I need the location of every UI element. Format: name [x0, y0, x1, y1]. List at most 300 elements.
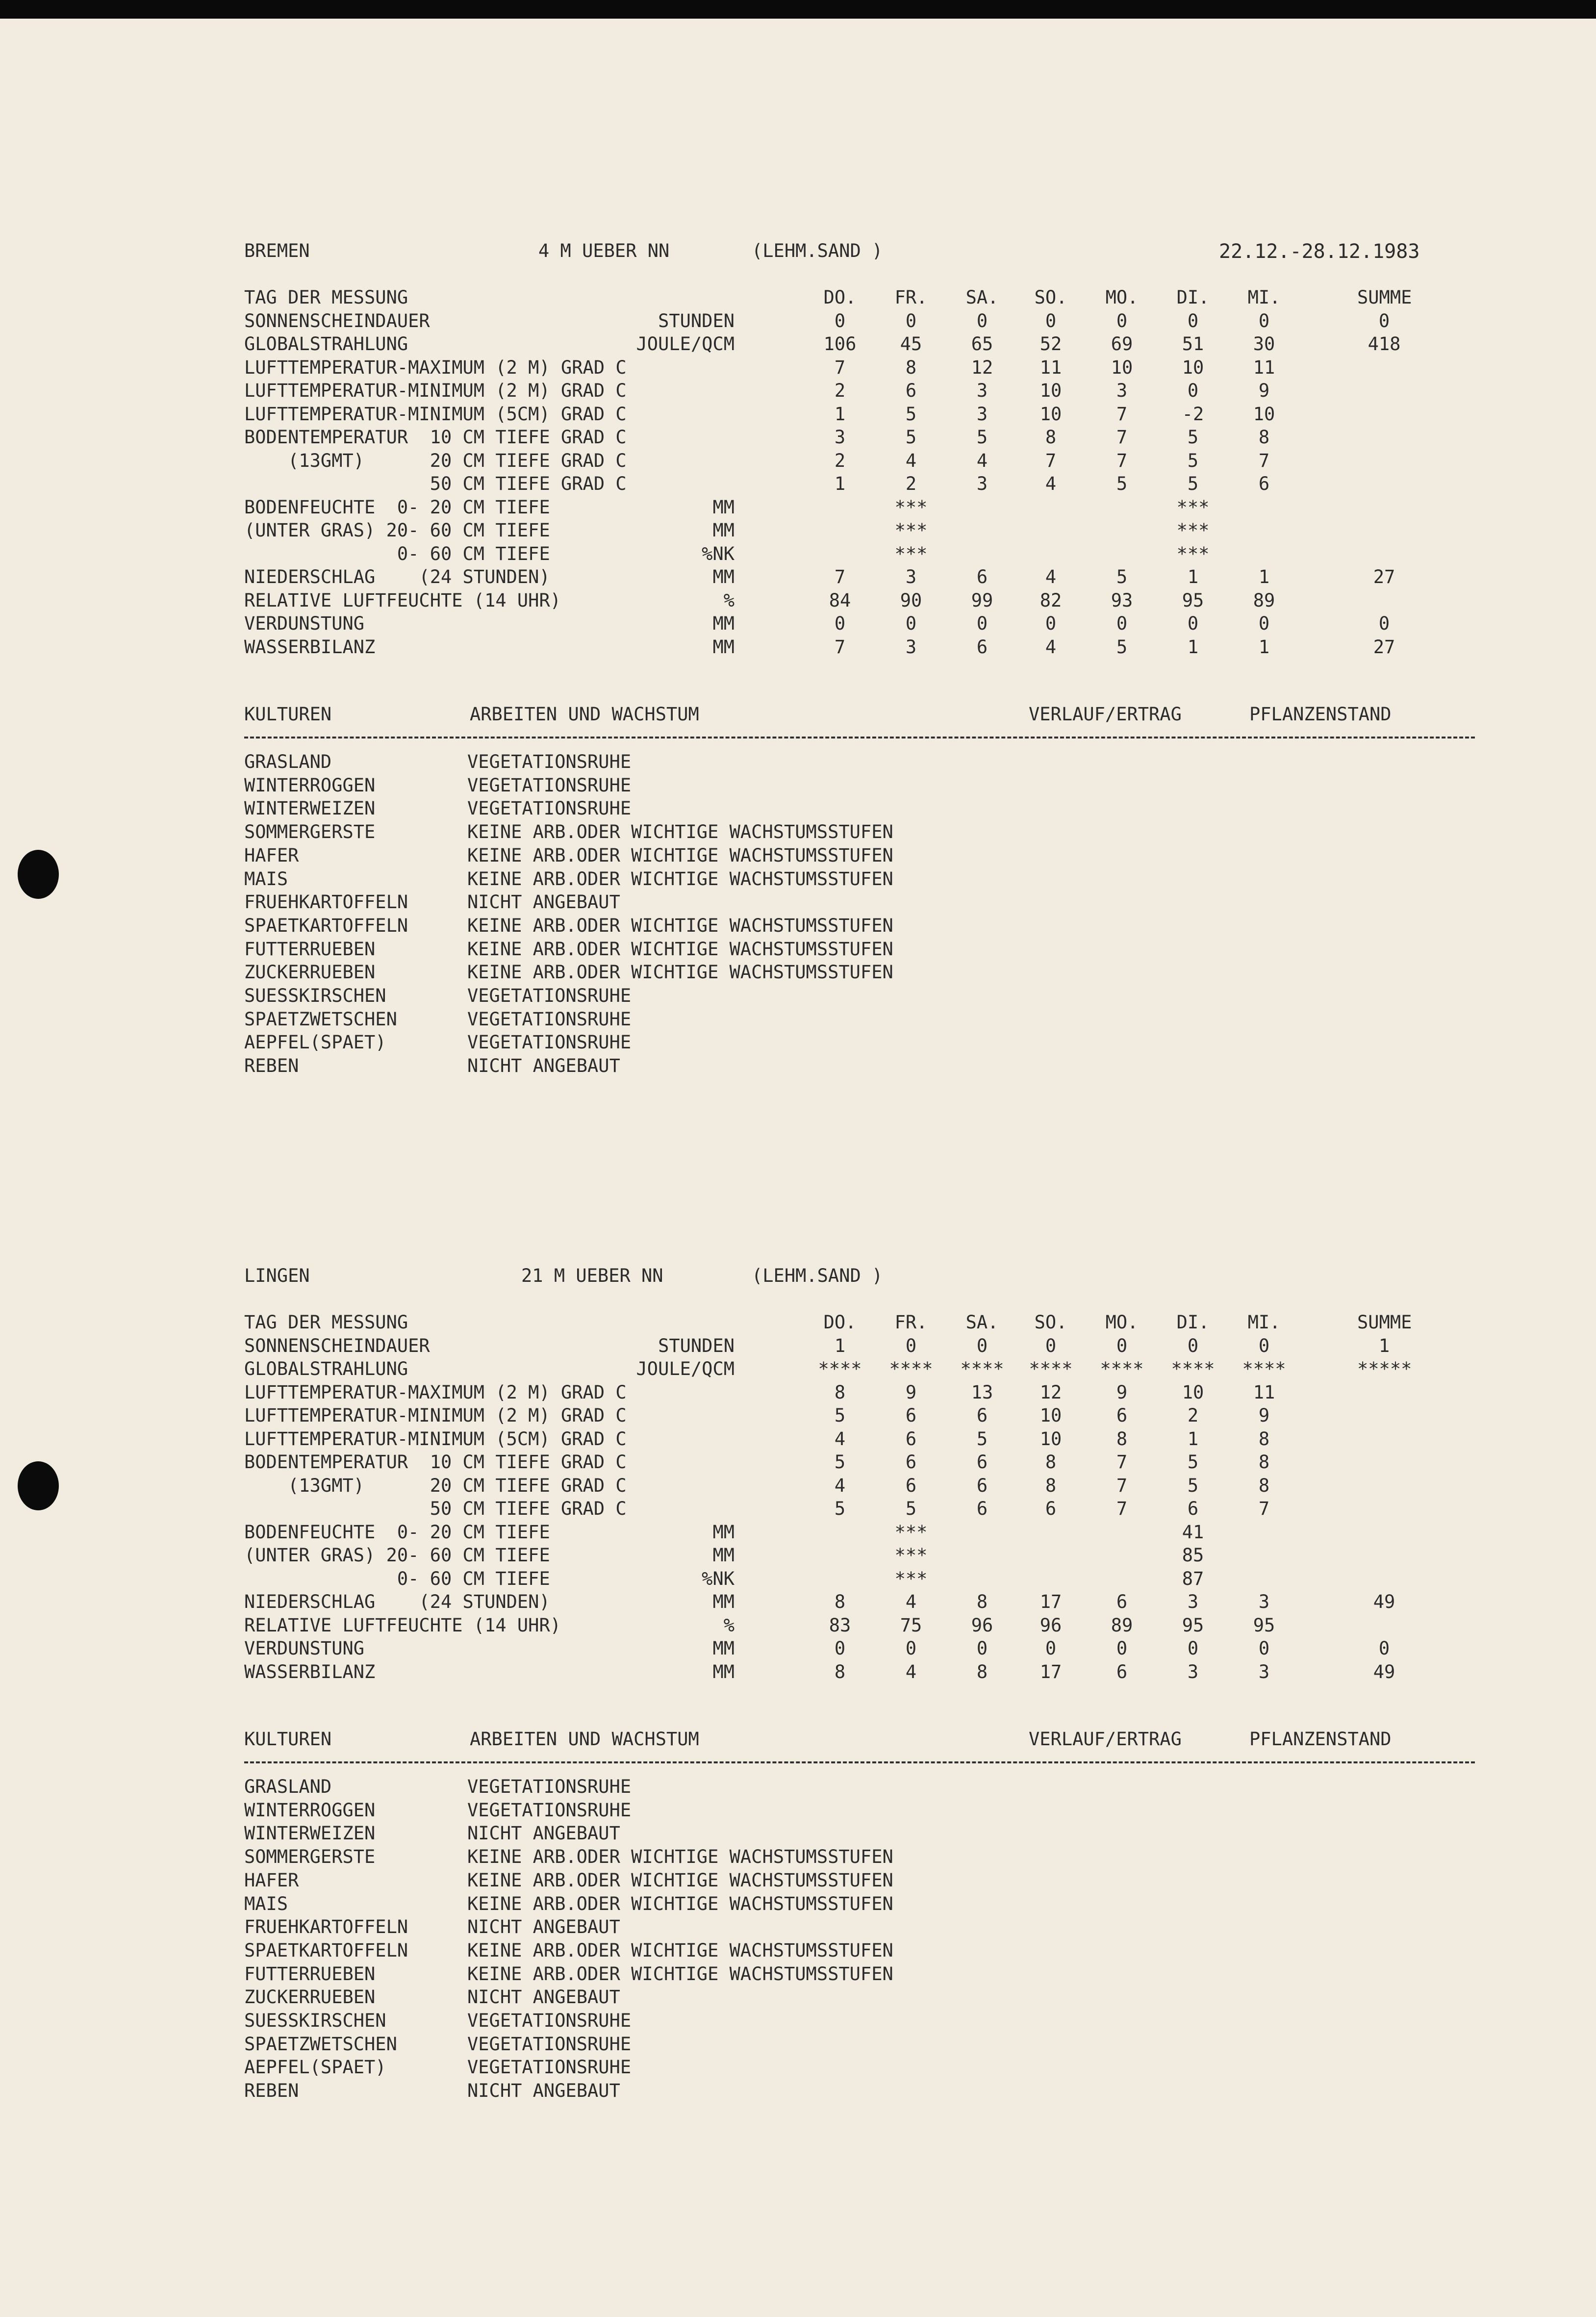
table-cell: 0: [1187, 380, 1199, 401]
table-cell: 1: [1258, 636, 1270, 658]
table-cell: 0: [834, 1638, 846, 1659]
crop-row: [244, 1986, 1421, 2010]
sum-header: SUMME: [1357, 287, 1412, 308]
crops-col-arbeiten: ARBEITEN UND WACHSTUM: [470, 1729, 699, 1750]
crops-col-kulturen: KULTUREN: [244, 704, 332, 725]
table-cell: 2: [1187, 1405, 1199, 1426]
day-header: SA.: [965, 287, 999, 308]
row-sum: 27: [1373, 566, 1395, 587]
table-row: [244, 497, 1480, 520]
row-label: 50 CM TIEFE GRAD C: [244, 473, 627, 494]
crop-name: WINTERWEIZEN: [244, 1823, 376, 1844]
crop-status: KEINE ARB.ODER WICHTIGE WACHSTUMSSTUFEN: [467, 915, 893, 936]
row-unit: MM: [712, 613, 735, 634]
table-cell: 10: [1182, 356, 1204, 378]
table-cell: 7: [834, 356, 846, 378]
table-cell: 6: [1116, 1591, 1128, 1612]
table-cell: 3: [976, 473, 988, 494]
table-row: [244, 1638, 1480, 1661]
table-cell: 5: [1187, 427, 1199, 448]
table-cell: 0: [905, 310, 917, 331]
table-cell: 1: [834, 1335, 846, 1356]
row-label: GLOBALSTRAHLUNG: [244, 333, 408, 355]
crop-name: WINTERROGGEN: [244, 1799, 376, 1821]
table-cell: 12: [1039, 1381, 1062, 1403]
table-cell: 3: [1116, 380, 1128, 401]
crops-col-pflanzenstand: PFLANZENSTAND: [1249, 704, 1392, 725]
table-cell: 6: [976, 566, 988, 587]
table-cell: 6: [905, 1428, 917, 1450]
table-cell: 7: [834, 636, 846, 658]
table-cell: 8: [1116, 1428, 1128, 1450]
day-header: DI.: [1176, 287, 1210, 308]
table-cell: 6: [905, 1451, 917, 1473]
crop-name: SUESSKIRSCHEN: [244, 985, 386, 1006]
table-cell: 0: [1187, 1638, 1199, 1659]
row-unit: MM: [712, 496, 735, 518]
table-cell: 5: [1116, 636, 1128, 658]
table-cell: ***: [894, 496, 928, 518]
table-cell: 6: [1258, 473, 1270, 494]
table-cell: 90: [900, 589, 922, 611]
table-cell: 3: [976, 403, 988, 425]
table-cell: ***: [894, 1545, 928, 1566]
row-label: VERDUNSTUNG: [244, 1638, 365, 1659]
table-cell: 13: [971, 1381, 993, 1403]
row-label: 0- 60 CM TIEFE: [244, 543, 550, 564]
row-label: LUFTTEMPERATUR-MINIMUM (2 M) GRAD C: [244, 380, 627, 401]
crops-col-verlauf: VERLAUF/ERTRAG: [1029, 1729, 1182, 1750]
row-label: WASSERBILANZ: [244, 636, 376, 658]
station-altitude: 21 M UEBER NN: [521, 1265, 663, 1286]
row-sum: 0: [1378, 310, 1390, 331]
row-label: RELATIVE LUFTFEUCHTE (14 UHR): [244, 1614, 561, 1636]
table-row: [244, 613, 1480, 637]
row-label: BODENTEMPERATUR 10 CM TIEFE GRAD C: [244, 1451, 627, 1473]
crop-row: [244, 962, 1421, 985]
crop-status: NICHT ANGEBAUT: [467, 1986, 620, 2008]
table-row: [244, 1428, 1480, 1452]
table-cell: 8: [1258, 427, 1270, 448]
crop-name: REBEN: [244, 1055, 299, 1077]
table-cell: 0: [1258, 1335, 1270, 1356]
table-cell: 7: [1045, 450, 1057, 471]
crop-name: ZUCKERRUEBEN: [244, 1986, 376, 2008]
table-cell: 87: [1182, 1568, 1204, 1589]
table-row: [244, 1522, 1480, 1545]
crop-row: [244, 1870, 1421, 1893]
dashed-divider: [244, 1761, 1475, 1763]
table-row: [244, 1451, 1480, 1475]
table-cell: 3: [834, 427, 846, 448]
table-cell: 10: [1039, 1405, 1062, 1426]
table-cell: 9: [1258, 380, 1270, 401]
crop-name: SUESSKIRSCHEN: [244, 2010, 386, 2031]
table-cell: 83: [829, 1614, 851, 1636]
row-label: (UNTER GRAS) 20- 60 CM TIEFE: [244, 1545, 550, 1566]
crop-status: VEGETATIONSRUHE: [467, 985, 632, 1006]
table-cell: 1: [1187, 636, 1199, 658]
table-cell: ***: [894, 1521, 928, 1543]
table-cell: 89: [1253, 589, 1275, 611]
day-header: SA.: [965, 1312, 999, 1333]
table-cell: 0: [1187, 613, 1199, 634]
station-name: BREMEN: [244, 240, 310, 261]
table-cell: ***: [1176, 543, 1210, 564]
row-unit: JOULE/QCM: [636, 333, 735, 355]
table-cell: 5: [1187, 450, 1199, 471]
table-cell: 93: [1111, 589, 1133, 611]
table-row: [244, 1615, 1480, 1638]
day-header: SO.: [1034, 1312, 1067, 1333]
crop-name: SOMMERGERSTE: [244, 821, 376, 843]
table-cell: 65: [971, 333, 993, 355]
crop-status: VEGETATIONSRUHE: [467, 798, 632, 819]
day-header: SO.: [1034, 287, 1067, 308]
table-cell: 84: [829, 589, 851, 611]
table-cell: 5: [1187, 473, 1199, 494]
day-header: DI.: [1176, 1312, 1210, 1333]
station-soil: (LEHM.SAND ): [752, 1265, 883, 1286]
table-cell: 96: [971, 1614, 993, 1636]
table-cell: 2: [905, 473, 917, 494]
table-cell: 5: [905, 1498, 917, 1519]
table-cell: ****: [1100, 1358, 1144, 1379]
table-cell: 9: [905, 1381, 917, 1403]
table-cell: 95: [1182, 1614, 1204, 1636]
table-cell: ****: [1242, 1358, 1286, 1379]
row-unit: MM: [712, 1591, 735, 1612]
day-header: MI.: [1247, 1312, 1281, 1333]
table-cell: 7: [834, 566, 846, 587]
row-label: (13GMT) 20 CM TIEFE GRAD C: [244, 1475, 627, 1496]
table-cell: 8: [834, 1661, 846, 1682]
row-unit: MM: [712, 1545, 735, 1566]
row-label: 0- 60 CM TIEFE: [244, 1568, 550, 1589]
crop-row: [244, 1893, 1421, 1916]
table-row: [244, 543, 1480, 567]
table-cell: 8: [1045, 427, 1057, 448]
table-cell: 5: [976, 1428, 988, 1450]
table-cell: 6: [976, 636, 988, 658]
row-unit: STUNDEN: [658, 310, 735, 331]
table-row: [244, 1358, 1480, 1382]
row-label: (13GMT) 20 CM TIEFE GRAD C: [244, 450, 627, 471]
table-cell: 5: [1187, 1475, 1199, 1496]
table-cell: 0: [976, 310, 988, 331]
station-bremen: [244, 240, 1480, 1084]
row-sum: 49: [1373, 1591, 1395, 1612]
crop-status: KEINE ARB.ODER WICHTIGE WACHSTUMSSTUFEN: [467, 844, 893, 866]
table-row: [244, 310, 1480, 334]
table-cell: 1: [1258, 566, 1270, 587]
table-cell: 0: [1045, 1335, 1057, 1356]
row-sum: *****: [1357, 1358, 1412, 1379]
table-cell: 0: [1116, 310, 1128, 331]
table-cell: 7: [1116, 1451, 1128, 1473]
table-cell: 8: [1258, 1451, 1270, 1473]
table-cell: 0: [1258, 310, 1270, 331]
crop-row: [244, 1823, 1421, 1846]
table-cell: 4: [976, 450, 988, 471]
table-cell: 5: [1187, 1451, 1199, 1473]
crop-row: [244, 798, 1421, 821]
crop-row: [244, 939, 1421, 962]
table-cell: 4: [834, 1428, 846, 1450]
table-cell: 85: [1182, 1545, 1204, 1566]
table-cell: 0: [834, 310, 846, 331]
row-label: NIEDERSCHLAG (24 STUNDEN): [244, 1591, 550, 1612]
row-sum: 27: [1373, 636, 1395, 658]
table-cell: ****: [1171, 1358, 1215, 1379]
table-row: [244, 404, 1480, 427]
row-label: LUFTTEMPERATUR-MAXIMUM (2 M) GRAD C: [244, 1381, 627, 1403]
table-cell: 4: [1045, 473, 1057, 494]
table-row: [244, 473, 1480, 497]
crop-row: [244, 775, 1421, 798]
crop-name: GRASLAND: [244, 1776, 332, 1797]
table-cell: 3: [905, 636, 917, 658]
table-cell: 45: [900, 333, 922, 355]
table-cell: 3: [1187, 1661, 1199, 1682]
row-label: WASSERBILANZ: [244, 1661, 376, 1682]
table-cell: 17: [1039, 1591, 1062, 1612]
row-label: BODENFEUCHTE 0- 20 CM TIEFE: [244, 1521, 550, 1543]
table-cell: ***: [894, 543, 928, 564]
row-sum: 1: [1378, 1335, 1390, 1356]
station-period: 22.12.-28.12.1983: [1219, 240, 1420, 263]
table-cell: 5: [834, 1498, 846, 1519]
table-cell: 8: [905, 356, 917, 378]
crop-row: [244, 1846, 1421, 1869]
table-cell: 3: [1258, 1661, 1270, 1682]
dashed-divider: [244, 737, 1475, 738]
crop-row: [244, 1800, 1421, 1823]
table-cell: 4: [905, 1661, 917, 1682]
row-unit: MM: [712, 520, 735, 541]
table-cell: 0: [905, 613, 917, 634]
crop-row: [244, 1940, 1421, 1963]
table-cell: 7: [1116, 1475, 1128, 1496]
row-sum: 0: [1378, 1638, 1390, 1659]
row-label: (UNTER GRAS) 20- 60 CM TIEFE: [244, 520, 550, 541]
table-cell: 1: [834, 473, 846, 494]
table-cell: 5: [976, 427, 988, 448]
table-cell: 3: [976, 380, 988, 401]
header-label: TAG DER MESSUNG: [244, 1312, 408, 1333]
table-cell: 9: [1258, 1405, 1270, 1426]
table-header-row: [244, 287, 1480, 310]
crop-name: FUTTERRUEBEN: [244, 1963, 376, 1985]
table-cell: 0: [1258, 1638, 1270, 1659]
table-cell: 6: [1116, 1405, 1128, 1426]
table-cell: 0: [976, 613, 988, 634]
table-cell: ***: [894, 520, 928, 541]
table-cell: 6: [976, 1451, 988, 1473]
table-cell: 0: [976, 1638, 988, 1659]
table-cell: 4: [905, 1591, 917, 1612]
crop-status: KEINE ARB.ODER WICHTIGE WACHSTUMSSTUFEN: [467, 938, 893, 960]
crop-status: VEGETATIONSRUHE: [467, 1776, 632, 1797]
crop-name: REBEN: [244, 2080, 299, 2102]
table-cell: 0: [1187, 310, 1199, 331]
table-cell: 1: [1187, 566, 1199, 587]
table-cell: 4: [1045, 566, 1057, 587]
crop-row: [244, 868, 1421, 891]
crop-status: KEINE ARB.ODER WICHTIGE WACHSTUMSSTUFEN: [467, 1893, 893, 1914]
day-header: FR.: [894, 1312, 928, 1333]
table-cell: 5: [834, 1451, 846, 1473]
table-cell: 8: [976, 1591, 988, 1612]
crop-status: VEGETATIONSRUHE: [467, 1032, 632, 1053]
table-cell: 11: [1253, 1381, 1275, 1403]
crop-name: WINTERWEIZEN: [244, 798, 376, 819]
table-cell: 8: [834, 1591, 846, 1612]
row-unit: %NK: [702, 1568, 735, 1589]
table-row: [244, 1335, 1480, 1359]
table-row: [244, 1661, 1480, 1685]
row-label: NIEDERSCHLAG (24 STUNDEN): [244, 566, 550, 587]
table-row: [244, 1475, 1480, 1499]
crop-status: VEGETATIONSRUHE: [467, 2033, 632, 2055]
crop-name: MAIS: [244, 868, 288, 890]
sum-header: SUMME: [1357, 1312, 1412, 1333]
day-header: MO.: [1105, 1312, 1139, 1333]
crop-row: [244, 2080, 1421, 2103]
table-cell: 6: [1116, 1661, 1128, 1682]
table-cell: ****: [889, 1358, 933, 1379]
table-cell: 10: [1039, 1428, 1062, 1450]
table-cell: 0: [1045, 613, 1057, 634]
row-unit: %: [723, 589, 735, 611]
crop-row: [244, 1009, 1421, 1032]
crop-status: VEGETATIONSRUHE: [467, 751, 632, 772]
table-cell: 8: [1045, 1451, 1057, 1473]
row-label: SONNENSCHEINDAUER: [244, 1335, 430, 1356]
crop-name: SPAETZWETSCHEN: [244, 2033, 397, 2055]
crop-status: NICHT ANGEBAUT: [467, 1916, 620, 1938]
row-label: LUFTTEMPERATUR-MINIMUM (5CM) GRAD C: [244, 1428, 627, 1450]
table-cell: 5: [905, 403, 917, 425]
row-unit: MM: [712, 1638, 735, 1659]
table-row: [244, 1568, 1480, 1592]
crop-status: NICHT ANGEBAUT: [467, 891, 620, 913]
row-label: BODENTEMPERATUR 10 CM TIEFE GRAD C: [244, 427, 627, 448]
crop-status: VEGETATIONSRUHE: [467, 1008, 632, 1030]
row-unit: %NK: [702, 543, 735, 564]
crop-status: VEGETATIONSRUHE: [467, 774, 632, 796]
table-cell: 4: [834, 1475, 846, 1496]
row-label: GLOBALSTRAHLUNG: [244, 1358, 408, 1379]
table-cell: 5: [834, 1405, 846, 1426]
header-label: TAG DER MESSUNG: [244, 287, 408, 308]
table-cell: 3: [1187, 1591, 1199, 1612]
crop-status: NICHT ANGEBAUT: [467, 1823, 620, 1844]
row-label: LUFTTEMPERATUR-MINIMUM (2 M) GRAD C: [244, 1405, 627, 1426]
table-cell: 6: [1045, 1498, 1057, 1519]
table-row: [244, 357, 1480, 381]
table-cell: 30: [1253, 333, 1275, 355]
crop-name: FRUEHKARTOFFELN: [244, 891, 408, 913]
table-cell: 96: [1039, 1614, 1062, 1636]
crops-col-kulturen: KULTUREN: [244, 1729, 332, 1750]
station-name: LINGEN: [244, 1265, 310, 1286]
table-cell: 17: [1039, 1661, 1062, 1682]
table-cell: 0: [834, 613, 846, 634]
table-cell: 8: [976, 1661, 988, 1682]
table-cell: 7: [1116, 450, 1128, 471]
table-cell: 2: [834, 450, 846, 471]
table-cell: 0: [976, 1335, 988, 1356]
table-cell: 8: [1045, 1475, 1057, 1496]
crops-col-verlauf: VERLAUF/ERTRAG: [1029, 704, 1182, 725]
table-cell: 1: [1187, 1428, 1199, 1450]
crop-row: [244, 2034, 1421, 2057]
table-cell: 95: [1253, 1614, 1275, 1636]
crop-status: VEGETATIONSRUHE: [467, 2010, 632, 2031]
table-cell: 8: [834, 1381, 846, 1403]
crop-row: [244, 1916, 1421, 1939]
table-row: [244, 637, 1480, 660]
table-cell: 2: [834, 380, 846, 401]
table-cell: 4: [1045, 636, 1057, 658]
row-label: VERDUNSTUNG: [244, 613, 365, 634]
crop-status: VEGETATIONSRUHE: [467, 2057, 632, 2078]
crop-name: FRUEHKARTOFFELN: [244, 1916, 408, 1938]
table-cell: 1: [834, 403, 846, 425]
table-row: [244, 1591, 1480, 1615]
row-label: BODENFEUCHTE 0- 20 CM TIEFE: [244, 496, 550, 518]
table-cell: 6: [976, 1475, 988, 1496]
table-cell: 51: [1182, 333, 1204, 355]
crop-status: KEINE ARB.ODER WICHTIGE WACHSTUMSSTUFEN: [467, 1869, 893, 1891]
crop-name: SOMMERGERSTE: [244, 1846, 376, 1868]
table-cell: 5: [905, 427, 917, 448]
table-cell: 41: [1182, 1521, 1204, 1543]
table-cell: 7: [1258, 450, 1270, 471]
table-row: [244, 520, 1480, 543]
crop-status: KEINE ARB.ODER WICHTIGE WACHSTUMSSTUFEN: [467, 962, 893, 983]
table-cell: 95: [1182, 589, 1204, 611]
row-unit: MM: [712, 1661, 735, 1682]
table-cell: 99: [971, 589, 993, 611]
crop-name: ZUCKERRUEBEN: [244, 962, 376, 983]
crop-status: KEINE ARB.ODER WICHTIGE WACHSTUMSSTUFEN: [467, 1846, 893, 1868]
row-sum: 49: [1373, 1661, 1395, 1682]
day-header: DO.: [823, 1312, 857, 1333]
crop-status: VEGETATIONSRUHE: [467, 1799, 632, 1821]
table-cell: 9: [1116, 1381, 1128, 1403]
table-cell: 10: [1039, 380, 1062, 401]
table-cell: 0: [1116, 613, 1128, 634]
table-cell: ****: [960, 1358, 1004, 1379]
table-cell: 4: [905, 450, 917, 471]
table-cell: 0: [1045, 310, 1057, 331]
crop-row: [244, 915, 1421, 938]
table-cell: 3: [905, 566, 917, 587]
station-altitude: 4 M UEBER NN: [538, 240, 670, 261]
table-cell: 8: [1258, 1475, 1270, 1496]
day-header: FR.: [894, 287, 928, 308]
table-cell: 10: [1039, 403, 1062, 425]
crop-name: WINTERROGGEN: [244, 774, 376, 796]
crops-col-arbeiten: ARBEITEN UND WACHSTUM: [470, 704, 699, 725]
table-cell: 0: [1116, 1335, 1128, 1356]
crop-status: KEINE ARB.ODER WICHTIGE WACHSTUMSSTUFEN: [467, 1939, 893, 1961]
table-cell: 7: [1116, 427, 1128, 448]
crop-row: [244, 2010, 1421, 2033]
station-lingen: [244, 1265, 1480, 2109]
